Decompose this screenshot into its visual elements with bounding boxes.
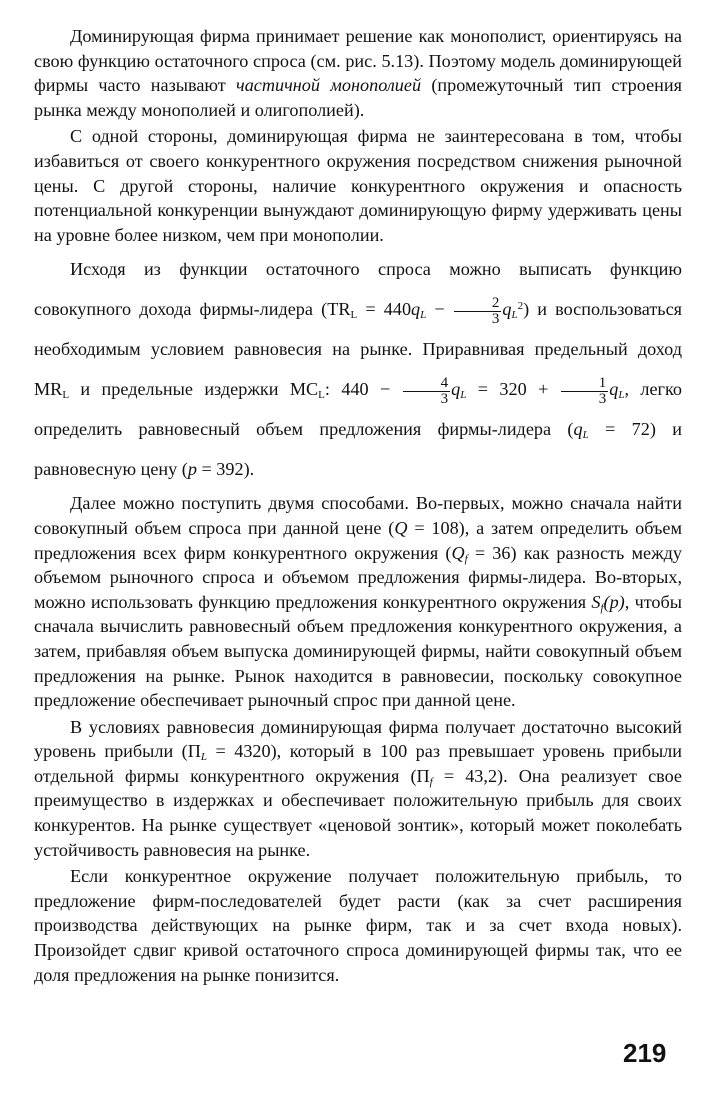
formula-mr-equals-mc: 440 − $\frac{4}{3}$ $q_L = 320$ + $\frac{1}{3}$ $q_L$ xyxy=(341,374,625,407)
fraction-one-third: $\frac{1}{3}$ xyxy=(561,376,609,407)
fraction-two-thirds: $\frac{2}{3}$ xyxy=(454,296,502,327)
text-run: и предельные издержки MC xyxy=(69,379,319,400)
paragraph-4: Далее можно поступить двумя способами. Во-первых, можно сначала найти совокупный объем спроса при данной цене (Q = 108), а затем определить объем предложения всех фирм конкурентного окружения $(Q_f = 36)$ как разность между объемом рыночного спроса и объемом предложения фирмы-лидера. Во-вторых, можно использовать функцию предложения конкурентного окружения $S_f(p)$, чтобы сначала вычислить равновесный объем предложения конкурентного окружения, а затем, прибавляя объем выпуска доминирующей фирмы, найти совокупный объем предложения на рынке. Рынок находится в равновесии, поскольку совокупное предложение обеспечивает рыночный спрос при данной цене. xyxy=(34,493,683,711)
formula-tr: $TR_L = 440q_L$ − $\frac{2}{3}$ $q_L^2$ xyxy=(327,294,524,327)
text-run: Исходя из функции остаточного спроса можно выписать функцию совокупного дохода фирмы-лидера ( xyxy=(34,259,682,320)
text-run: , легко определить равновесный объем предложения фирмы-лидера ( xyxy=(34,379,682,440)
paragraph-6: Если конкурентное окружение получает положительную прибыль, то предложение фирм-последователей будет расти (как за счет расширения производства действующих на рынке фирм, так и за счет входа новых). Произойдет сдвиг кривой остаточного спроса доминирующей фирмы так, что ее доля предложения на рынке понизится. xyxy=(34,866,682,985)
paragraph-5: В условиях равновесия доминирующая фирма получает достаточно высокий уровень прибыли $(\Pi_L = 4320)$, который в 100 раз превышает уровень прибыли отдельной фирмы конкурентного окружения $(\Pi_f = 43,2)$. Она реализует свое преимущество в издержках и обеспечивает положительную прибыль для своих конкурентов. На рынке существует «ценовой зонтик», который может поколебать устойчивость равновесия на рынке. xyxy=(34,716,682,860)
text-run: Доминирующая фирма принимает решение как монополист, ориентируясь на свою функцию остаточного спроса (см. рис. 5.13). Поэтому модель доминирующей фирмы часто называют xyxy=(34,26,682,96)
text-run: ) и воспользоваться необходимым условием равновесия на рынке. Приравнивая предельный доход MR xyxy=(34,299,683,400)
page-body xyxy=(34,24,682,989)
text-run: (промежуточный тип строения рынка между монополией и олигополией). xyxy=(34,75,682,120)
emphasis-partial-monopoly: частичной монополией xyxy=(236,75,422,96)
text-run: ) и равновесную цену ( xyxy=(34,419,682,480)
paragraph-1 xyxy=(34,24,682,122)
text-run: В условиях равновесия доминирующая фирма получает достаточно высокий уровень прибыли (Π xyxy=(34,716,682,762)
text-run: Далее можно поступить двумя способами. Во-первых, можно сначала найти совокупный объем спроса при данной цене ( xyxy=(34,493,682,538)
fraction-four-thirds: $\frac{4}{3}$ xyxy=(403,376,451,407)
paragraph-3: Исходя из функции остаточного спроса можно выписать функцию совокупного дохода фирмы-лидера ($TR_L = 440q_L$ − $\frac{2}{3}$ $q_L^2$) и воспользоваться необходимым условием равновесия на рынке. Приравнивая предельный доход $MR_L$ и предельные издержки $MC_L$: 440 − $\frac{4}{3}$ $q_L = 320$ + $\frac{1}{3}$ $q_L$, легко определить равновесный объем предложения фирмы-лидера $(q_L = 72)$ и равновесную цену (p = 392). xyxy=(34,259,683,480)
paragraph-2: С одной стороны, доминирующая фирма не заинтересована в том, чтобы избавиться от своего конкурентного окружения посредством снижения рыночной цены. С другой стороны, наличие конкурентного окружения и опасность потенциальной конкуренции вынуждают доминирующую фирму удерживать цены на уровне более низком, чем при монополии. xyxy=(34,126,682,245)
page-number: 219 xyxy=(623,1038,667,1068)
text-run: , чтобы сначала вычислить равновесный объем предложения конкурентного окружения, а затем, прибавляя объем выпуска доминирующей фирмы, найти совокупный объем предложения на рынке. Рынок находится в равновесии, поскольку совокупное предложение обеспечивает рыночный спрос при данной цене. xyxy=(34,591,682,711)
